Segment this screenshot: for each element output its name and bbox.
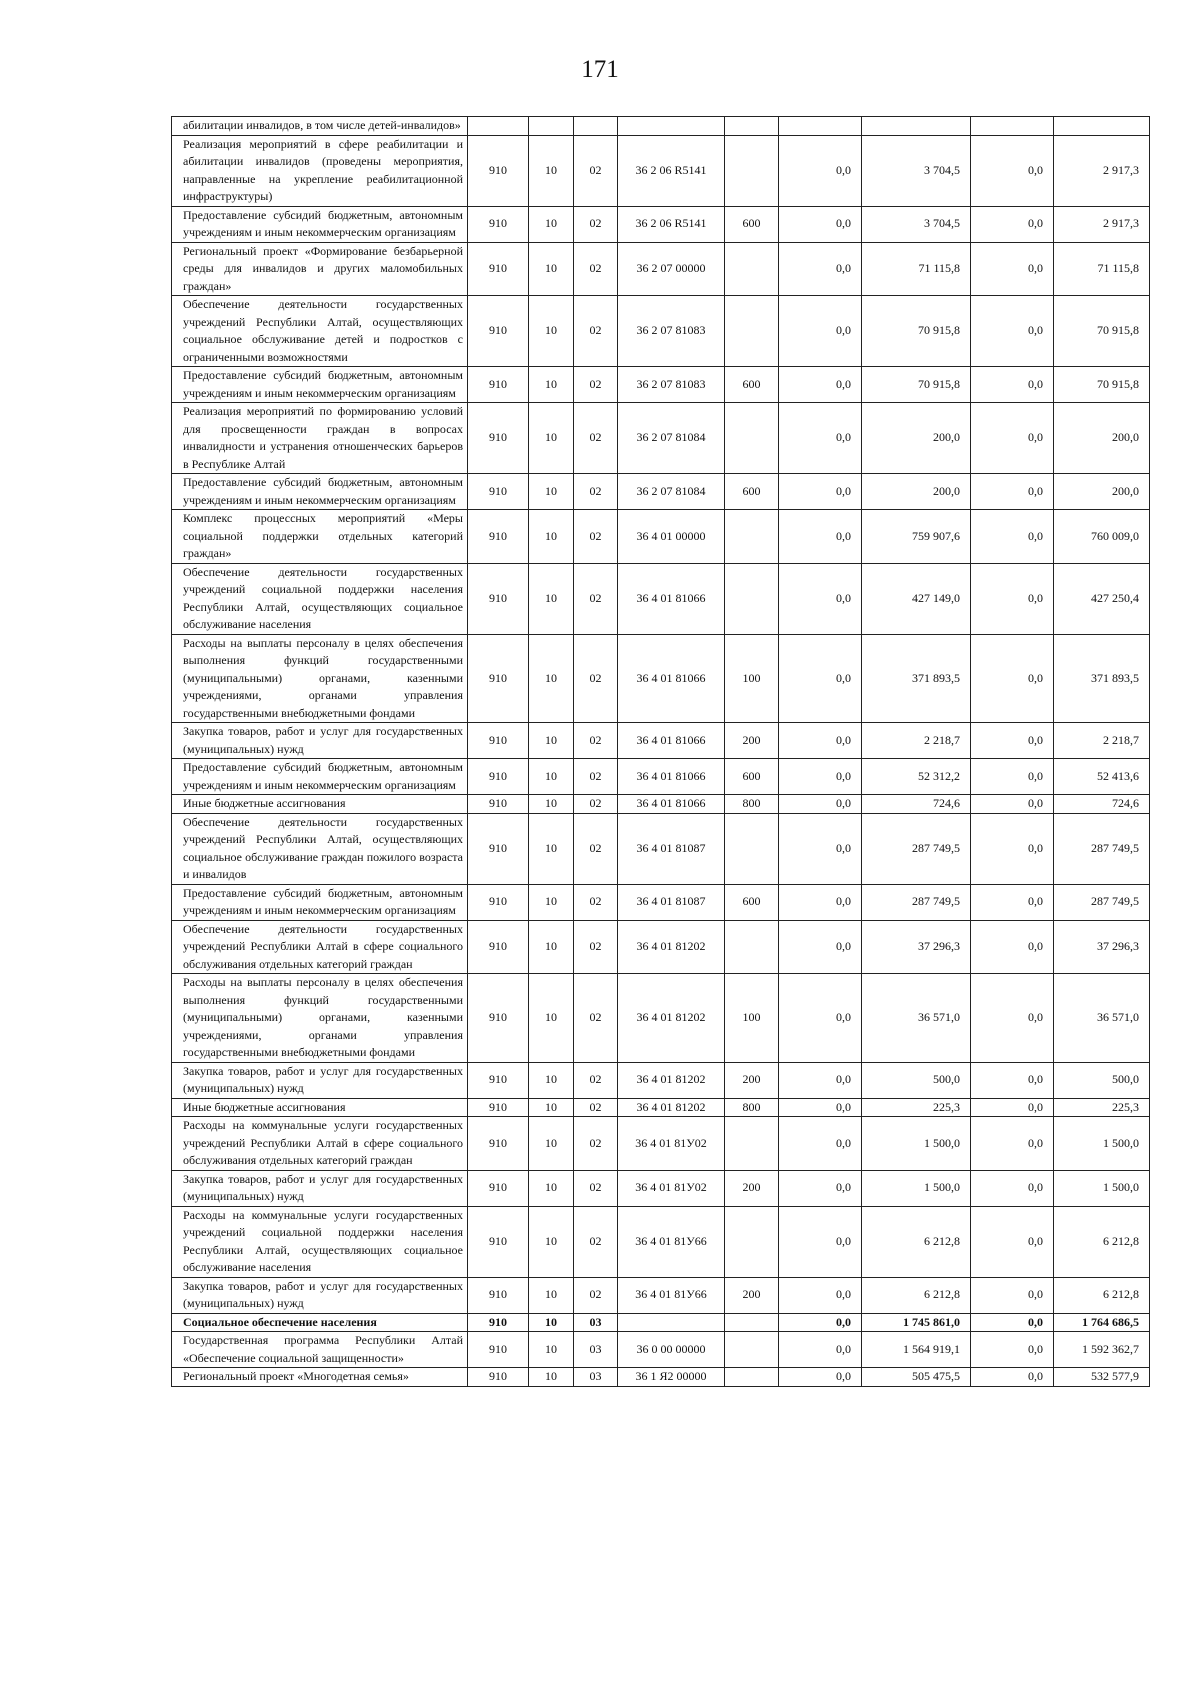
amount-4-cell: 37 296,3: [1054, 920, 1150, 974]
expense-type-cell: [725, 920, 779, 974]
amount-3-cell: 0,0: [971, 1277, 1054, 1313]
ministry-code-cell: 910: [468, 1332, 529, 1368]
expense-name-cell: Иные бюджетные ассигнования: [172, 795, 468, 814]
expense-name-cell: Социальное обеспечение населения: [172, 1313, 468, 1332]
amount-1-cell: 0,0: [779, 920, 862, 974]
amount-3-cell: 0,0: [971, 813, 1054, 884]
ministry-code-cell: 910: [468, 1206, 529, 1277]
amount-2-cell: 71 115,8: [862, 242, 971, 296]
expense-name-cell: Предоставление субсидий бюджетным, автономным учреждениям и иным некоммерческим организациям: [172, 884, 468, 920]
amount-3-cell: [971, 117, 1054, 136]
target-article-cell: 36 4 01 81066: [618, 723, 725, 759]
amount-1-cell: 0,0: [779, 759, 862, 795]
target-article-cell: 36 4 01 81202: [618, 920, 725, 974]
table-row: [172, 117, 1150, 136]
amount-2-cell: 505 475,5: [862, 1368, 971, 1387]
ministry-code-cell: 910: [468, 723, 529, 759]
amount-2-cell: 287 749,5: [862, 884, 971, 920]
target-article-cell: 36 4 01 81202: [618, 1098, 725, 1117]
table-row: [172, 135, 1150, 206]
amount-2-cell: 200,0: [862, 474, 971, 510]
table-row: [172, 813, 1150, 884]
subsection-code-cell: 03: [574, 1332, 618, 1368]
target-article-cell: 36 0 00 00000: [618, 1332, 725, 1368]
amount-3-cell: 0,0: [971, 920, 1054, 974]
expense-type-cell: 600: [725, 206, 779, 242]
ministry-code-cell: 910: [468, 563, 529, 634]
ministry-code-cell: 910: [468, 884, 529, 920]
section-code-cell: 10: [529, 723, 574, 759]
table-row: [172, 759, 1150, 795]
amount-4-cell: 52 413,6: [1054, 759, 1150, 795]
ministry-code-cell: 910: [468, 403, 529, 474]
amount-3-cell: 0,0: [971, 1170, 1054, 1206]
expense-type-cell: 200: [725, 1062, 779, 1098]
section-code-cell: 10: [529, 1277, 574, 1313]
amount-4-cell: 2 917,3: [1054, 135, 1150, 206]
expense-name-cell: Предоставление субсидий бюджетным, автономным учреждениям и иным некоммерческим организациям: [172, 474, 468, 510]
amount-1-cell: [779, 117, 862, 136]
expense-type-cell: [725, 242, 779, 296]
table-row: [172, 563, 1150, 634]
expense-type-cell: [725, 1117, 779, 1171]
subsection-code-cell: 02: [574, 634, 618, 723]
amount-3-cell: 0,0: [971, 1117, 1054, 1171]
expense-name-cell: Предоставление субсидий бюджетным, автономным учреждениям и иным некоммерческим организациям: [172, 367, 468, 403]
target-article-cell: 36 4 01 81066: [618, 634, 725, 723]
target-article-cell: 36 2 07 81084: [618, 403, 725, 474]
ministry-code-cell: 910: [468, 1368, 529, 1387]
section-code-cell: 10: [529, 1206, 574, 1277]
amount-4-cell: 287 749,5: [1054, 813, 1150, 884]
amount-1-cell: 0,0: [779, 510, 862, 564]
amount-3-cell: 0,0: [971, 403, 1054, 474]
amount-3-cell: 0,0: [971, 1332, 1054, 1368]
amount-1-cell: 0,0: [779, 813, 862, 884]
expense-type-cell: [725, 1332, 779, 1368]
amount-1-cell: 0,0: [779, 206, 862, 242]
section-code-cell: 10: [529, 974, 574, 1063]
section-code-cell: 10: [529, 1117, 574, 1171]
ministry-code-cell: 910: [468, 1062, 529, 1098]
subsection-code-cell: 02: [574, 974, 618, 1063]
amount-1-cell: 0,0: [779, 367, 862, 403]
expense-name-cell: Закупка товаров, работ и услуг для государственных (муниципальных) нужд: [172, 1062, 468, 1098]
expense-name-cell: Обеспечение деятельности государственных учреждений Республики Алтай в сфере социального обслуживания отдельных категорий граждан: [172, 920, 468, 974]
subsection-code-cell: 02: [574, 1117, 618, 1171]
subsection-code-cell: 02: [574, 795, 618, 814]
amount-2-cell: 1 500,0: [862, 1170, 971, 1206]
amount-4-cell: 287 749,5: [1054, 884, 1150, 920]
amount-2-cell: 724,6: [862, 795, 971, 814]
table-row: [172, 403, 1150, 474]
expense-name-cell: Предоставление субсидий бюджетным, автономным учреждениям и иным некоммерческим организациям: [172, 759, 468, 795]
section-code-cell: 10: [529, 206, 574, 242]
ministry-code-cell: 910: [468, 974, 529, 1063]
amount-1-cell: 0,0: [779, 1277, 862, 1313]
amount-3-cell: 0,0: [971, 723, 1054, 759]
table-row: [172, 920, 1150, 974]
subsection-code-cell: 02: [574, 1062, 618, 1098]
expense-type-cell: [725, 117, 779, 136]
table-row: [172, 795, 1150, 814]
amount-4-cell: 200,0: [1054, 403, 1150, 474]
subsection-code-cell: 02: [574, 884, 618, 920]
budget-table: [171, 116, 1150, 1387]
table-row: [172, 474, 1150, 510]
target-article-cell: 36 4 01 81087: [618, 813, 725, 884]
amount-2-cell: 1 500,0: [862, 1117, 971, 1171]
ministry-code-cell: 910: [468, 206, 529, 242]
section-code-cell: 10: [529, 1313, 574, 1332]
amount-4-cell: 70 915,8: [1054, 367, 1150, 403]
amount-1-cell: 0,0: [779, 135, 862, 206]
subsection-code-cell: 02: [574, 296, 618, 367]
target-article-cell: 36 4 01 81066: [618, 795, 725, 814]
target-article-cell: 36 4 01 81066: [618, 759, 725, 795]
amount-1-cell: 0,0: [779, 563, 862, 634]
amount-3-cell: 0,0: [971, 1062, 1054, 1098]
subsection-code-cell: 02: [574, 920, 618, 974]
expense-type-cell: [725, 1368, 779, 1387]
ministry-code-cell: 910: [468, 367, 529, 403]
section-code-cell: 10: [529, 1332, 574, 1368]
expense-name-cell: Закупка товаров, работ и услуг для государственных (муниципальных) нужд: [172, 1277, 468, 1313]
target-article-cell: 36 2 07 81084: [618, 474, 725, 510]
expense-type-cell: 200: [725, 1277, 779, 1313]
amount-4-cell: 71 115,8: [1054, 242, 1150, 296]
amount-2-cell: 52 312,2: [862, 759, 971, 795]
table-row: [172, 367, 1150, 403]
ministry-code-cell: 910: [468, 1170, 529, 1206]
amount-1-cell: 0,0: [779, 403, 862, 474]
amount-4-cell: 2 917,3: [1054, 206, 1150, 242]
amount-4-cell: 500,0: [1054, 1062, 1150, 1098]
amount-2-cell: 3 704,5: [862, 135, 971, 206]
table-row: [172, 974, 1150, 1063]
ministry-code-cell: 910: [468, 510, 529, 564]
target-article-cell: 36 4 01 81087: [618, 884, 725, 920]
ministry-code-cell: 910: [468, 1098, 529, 1117]
target-article-cell: 36 4 01 81У66: [618, 1206, 725, 1277]
subsection-code-cell: 02: [574, 1170, 618, 1206]
expense-type-cell: [725, 135, 779, 206]
amount-3-cell: 0,0: [971, 1206, 1054, 1277]
amount-4-cell: 2 218,7: [1054, 723, 1150, 759]
expense-name-cell: Реализация мероприятий по формированию условий для просвещенности граждан в вопросах инвалидности и устранения отношенческих барьеров в Республике Алтай: [172, 403, 468, 474]
expense-type-cell: 600: [725, 884, 779, 920]
table-row: [172, 1313, 1150, 1332]
ministry-code-cell: 910: [468, 1277, 529, 1313]
amount-1-cell: 0,0: [779, 1313, 862, 1332]
subsection-code-cell: 02: [574, 1206, 618, 1277]
amount-2-cell: 225,3: [862, 1098, 971, 1117]
ministry-code-cell: 910: [468, 813, 529, 884]
expense-type-cell: 600: [725, 367, 779, 403]
target-article-cell: [618, 1313, 725, 1332]
amount-1-cell: 0,0: [779, 634, 862, 723]
amount-2-cell: [862, 117, 971, 136]
expense-name-cell: Закупка товаров, работ и услуг для государственных (муниципальных) нужд: [172, 723, 468, 759]
expense-type-cell: [725, 1206, 779, 1277]
expense-name-cell: Комплекс процессных мероприятий «Меры социальной поддержки отдельных категорий граждан»: [172, 510, 468, 564]
amount-1-cell: 0,0: [779, 974, 862, 1063]
expense-name-cell: Региональный проект «Многодетная семья»: [172, 1368, 468, 1387]
amount-4-cell: 532 577,9: [1054, 1368, 1150, 1387]
amount-4-cell: 724,6: [1054, 795, 1150, 814]
subsection-code-cell: 03: [574, 1368, 618, 1387]
target-article-cell: 36 2 07 00000: [618, 242, 725, 296]
ministry-code-cell: 910: [468, 795, 529, 814]
expense-name-cell: Государственная программа Республики Алтай «Обеспечение социальной защищенности»: [172, 1332, 468, 1368]
ministry-code-cell: 910: [468, 296, 529, 367]
table-row: [172, 1368, 1150, 1387]
amount-1-cell: 0,0: [779, 795, 862, 814]
amount-2-cell: 70 915,8: [862, 367, 971, 403]
amount-2-cell: 37 296,3: [862, 920, 971, 974]
amount-2-cell: 3 704,5: [862, 206, 971, 242]
amount-1-cell: 0,0: [779, 296, 862, 367]
amount-4-cell: 1 592 362,7: [1054, 1332, 1150, 1368]
target-article-cell: 36 4 01 81066: [618, 563, 725, 634]
section-code-cell: 10: [529, 813, 574, 884]
subsection-code-cell: 02: [574, 474, 618, 510]
expense-type-cell: 800: [725, 1098, 779, 1117]
expense-name-cell: Обеспечение деятельности государственных учреждений Республики Алтай, осуществляющих социальное обслуживание граждан пожилого возраста и инвалидов: [172, 813, 468, 884]
amount-2-cell: 427 149,0: [862, 563, 971, 634]
amount-3-cell: 0,0: [971, 206, 1054, 242]
expense-type-cell: 100: [725, 974, 779, 1063]
amount-1-cell: 0,0: [779, 1368, 862, 1387]
table-row: [172, 242, 1150, 296]
table-row: [172, 1062, 1150, 1098]
amount-1-cell: 0,0: [779, 1206, 862, 1277]
amount-2-cell: 6 212,8: [862, 1206, 971, 1277]
amount-1-cell: 0,0: [779, 474, 862, 510]
target-article-cell: 36 2 07 81083: [618, 367, 725, 403]
amount-2-cell: 2 218,7: [862, 723, 971, 759]
section-code-cell: [529, 117, 574, 136]
amount-2-cell: 371 893,5: [862, 634, 971, 723]
expense-name-cell: Региональный проект «Формирование безбарьерной среды для инвалидов и других маломобильных граждан»: [172, 242, 468, 296]
expense-name-cell: Расходы на коммунальные услуги государственных учреждений Республики Алтай в сфере социального обслуживания отдельных категорий граждан: [172, 1117, 468, 1171]
expense-type-cell: 100: [725, 634, 779, 723]
expense-type-cell: [725, 510, 779, 564]
amount-4-cell: 36 571,0: [1054, 974, 1150, 1063]
amount-4-cell: 760 009,0: [1054, 510, 1150, 564]
subsection-code-cell: 03: [574, 1313, 618, 1332]
amount-3-cell: 0,0: [971, 634, 1054, 723]
amount-4-cell: 6 212,8: [1054, 1277, 1150, 1313]
subsection-code-cell: [574, 117, 618, 136]
amount-3-cell: 0,0: [971, 563, 1054, 634]
expense-name-cell: Закупка товаров, работ и услуг для государственных (муниципальных) нужд: [172, 1170, 468, 1206]
expense-name-cell: Иные бюджетные ассигнования: [172, 1098, 468, 1117]
amount-3-cell: 0,0: [971, 759, 1054, 795]
ministry-code-cell: 910: [468, 759, 529, 795]
amount-2-cell: 759 907,6: [862, 510, 971, 564]
ministry-code-cell: 910: [468, 634, 529, 723]
ministry-code-cell: [468, 117, 529, 136]
expense-name-cell: Предоставление субсидий бюджетным, автономным учреждениям и иным некоммерческим организациям: [172, 206, 468, 242]
expense-name-cell: Обеспечение деятельности государственных учреждений Республики Алтай, осуществляющих социальное обслуживание детей и подростков с ограниченными возможностями: [172, 296, 468, 367]
table-row: [172, 296, 1150, 367]
amount-2-cell: 1 564 919,1: [862, 1332, 971, 1368]
amount-4-cell: 371 893,5: [1054, 634, 1150, 723]
subsection-code-cell: 02: [574, 367, 618, 403]
expense-type-cell: [725, 813, 779, 884]
amount-3-cell: 0,0: [971, 242, 1054, 296]
amount-1-cell: 0,0: [779, 1170, 862, 1206]
amount-4-cell: 1 764 686,5: [1054, 1313, 1150, 1332]
table-row: [172, 1098, 1150, 1117]
section-code-cell: 10: [529, 795, 574, 814]
section-code-cell: 10: [529, 884, 574, 920]
subsection-code-cell: 02: [574, 206, 618, 242]
amount-1-cell: 0,0: [779, 1098, 862, 1117]
amount-3-cell: 0,0: [971, 884, 1054, 920]
amount-3-cell: 0,0: [971, 296, 1054, 367]
table-row: [172, 884, 1150, 920]
amount-1-cell: 0,0: [779, 723, 862, 759]
target-article-cell: [618, 117, 725, 136]
table-row: [172, 510, 1150, 564]
section-code-cell: 10: [529, 510, 574, 564]
expense-name-cell: Реализация мероприятий в сфере реабилитации и абилитации инвалидов (проведены мероприятия, направленные на укрепление реабилитационной инфраструктуры): [172, 135, 468, 206]
table-row: [172, 1117, 1150, 1171]
amount-1-cell: 0,0: [779, 242, 862, 296]
subsection-code-cell: 02: [574, 1098, 618, 1117]
target-article-cell: 36 4 01 81202: [618, 974, 725, 1063]
expense-type-cell: [725, 563, 779, 634]
ministry-code-cell: 910: [468, 242, 529, 296]
expense-type-cell: [725, 296, 779, 367]
amount-2-cell: 287 749,5: [862, 813, 971, 884]
amount-4-cell: 1 500,0: [1054, 1117, 1150, 1171]
amount-4-cell: [1054, 117, 1150, 136]
amount-2-cell: 36 571,0: [862, 974, 971, 1063]
page-number: 171: [581, 56, 619, 83]
amount-4-cell: 225,3: [1054, 1098, 1150, 1117]
target-article-cell: 36 2 06 R5141: [618, 135, 725, 206]
target-article-cell: 36 4 01 81У02: [618, 1117, 725, 1171]
amount-2-cell: 200,0: [862, 403, 971, 474]
amount-4-cell: 427 250,4: [1054, 563, 1150, 634]
expense-type-cell: 600: [725, 759, 779, 795]
amount-3-cell: 0,0: [971, 510, 1054, 564]
target-article-cell: 36 4 01 81202: [618, 1062, 725, 1098]
expense-name-cell: абилитации инвалидов, в том числе детей-инвалидов»: [172, 117, 468, 136]
table-row: [172, 634, 1150, 723]
amount-3-cell: 0,0: [971, 974, 1054, 1063]
amount-3-cell: 0,0: [971, 367, 1054, 403]
ministry-code-cell: 910: [468, 920, 529, 974]
expense-type-cell: 800: [725, 795, 779, 814]
amount-1-cell: 0,0: [779, 884, 862, 920]
section-code-cell: 10: [529, 1062, 574, 1098]
target-article-cell: 36 4 01 81У66: [618, 1277, 725, 1313]
expense-name-cell: Расходы на выплаты персоналу в целях обеспечения выполнения функций государственными (муниципальными) органами, казенными учреждениями, органами управления государственными внебюджетными фондами: [172, 634, 468, 723]
amount-3-cell: 0,0: [971, 1098, 1054, 1117]
subsection-code-cell: 02: [574, 813, 618, 884]
section-code-cell: 10: [529, 242, 574, 296]
section-code-cell: 10: [529, 920, 574, 974]
amount-2-cell: 6 212,8: [862, 1277, 971, 1313]
amount-3-cell: 0,0: [971, 135, 1054, 206]
subsection-code-cell: 02: [574, 403, 618, 474]
section-code-cell: 10: [529, 634, 574, 723]
ministry-code-cell: 910: [468, 135, 529, 206]
amount-3-cell: 0,0: [971, 1368, 1054, 1387]
ministry-code-cell: 910: [468, 474, 529, 510]
section-code-cell: 10: [529, 367, 574, 403]
subsection-code-cell: 02: [574, 135, 618, 206]
expense-type-cell: 200: [725, 1170, 779, 1206]
amount-2-cell: 500,0: [862, 1062, 971, 1098]
expense-name-cell: Обеспечение деятельности государственных учреждений социальной поддержки населения Республики Алтай, осуществляющих социальное обслуживание населения: [172, 563, 468, 634]
amount-1-cell: 0,0: [779, 1332, 862, 1368]
section-code-cell: 10: [529, 759, 574, 795]
expense-type-cell: [725, 1313, 779, 1332]
amount-2-cell: 1 745 861,0: [862, 1313, 971, 1332]
ministry-code-cell: 910: [468, 1117, 529, 1171]
amount-1-cell: 0,0: [779, 1062, 862, 1098]
section-code-cell: 10: [529, 1368, 574, 1387]
amount-4-cell: 1 500,0: [1054, 1170, 1150, 1206]
expense-type-cell: [725, 403, 779, 474]
section-code-cell: 10: [529, 1170, 574, 1206]
table-row: [172, 1277, 1150, 1313]
target-article-cell: 36 2 07 81083: [618, 296, 725, 367]
subsection-code-cell: 02: [574, 563, 618, 634]
expense-name-cell: Расходы на выплаты персоналу в целях обеспечения выполнения функций государственными (муниципальными) органами, казенными учреждениями, органами управления государственными внебюджетными фондами: [172, 974, 468, 1063]
table-row: [172, 1332, 1150, 1368]
subsection-code-cell: 02: [574, 242, 618, 296]
amount-4-cell: 6 212,8: [1054, 1206, 1150, 1277]
expense-type-cell: 200: [725, 723, 779, 759]
target-article-cell: 36 4 01 00000: [618, 510, 725, 564]
section-code-cell: 10: [529, 403, 574, 474]
table-row: [172, 723, 1150, 759]
amount-3-cell: 0,0: [971, 795, 1054, 814]
section-code-cell: 10: [529, 296, 574, 367]
subsection-code-cell: 02: [574, 510, 618, 564]
target-article-cell: 36 1 Я2 00000: [618, 1368, 725, 1387]
amount-4-cell: 70 915,8: [1054, 296, 1150, 367]
table-row: [172, 1170, 1150, 1206]
section-code-cell: 10: [529, 1098, 574, 1117]
amount-1-cell: 0,0: [779, 1117, 862, 1171]
section-code-cell: 10: [529, 474, 574, 510]
amount-4-cell: 200,0: [1054, 474, 1150, 510]
expense-name-cell: Расходы на коммунальные услуги государственных учреждений социальной поддержки населения Республики Алтай, осуществляющих социальное обслуживание населения: [172, 1206, 468, 1277]
subsection-code-cell: 02: [574, 1277, 618, 1313]
amount-2-cell: 70 915,8: [862, 296, 971, 367]
table-row: [172, 1206, 1150, 1277]
subsection-code-cell: 02: [574, 759, 618, 795]
amount-3-cell: 0,0: [971, 474, 1054, 510]
table-row: [172, 206, 1150, 242]
subsection-code-cell: 02: [574, 723, 618, 759]
ministry-code-cell: 910: [468, 1313, 529, 1332]
target-article-cell: 36 2 06 R5141: [618, 206, 725, 242]
amount-3-cell: 0,0: [971, 1313, 1054, 1332]
section-code-cell: 10: [529, 135, 574, 206]
target-article-cell: 36 4 01 81У02: [618, 1170, 725, 1206]
section-code-cell: 10: [529, 563, 574, 634]
expense-type-cell: 600: [725, 474, 779, 510]
